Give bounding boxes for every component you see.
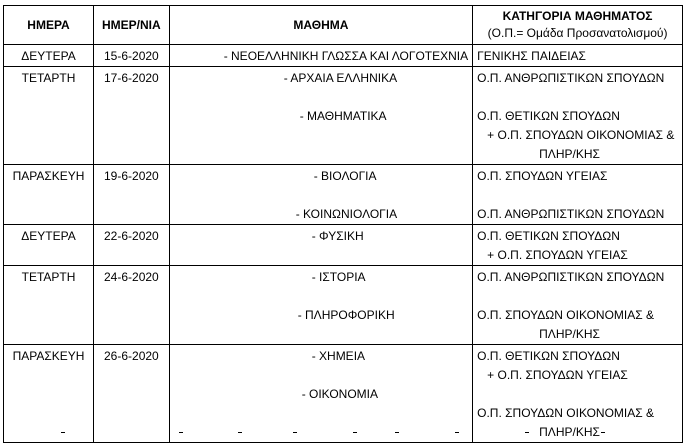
day-cell: ΠΑΡΑΣΚΕΥΗ — [4, 165, 94, 225]
date-cell: 19-6-2020 — [94, 165, 170, 225]
subject-name: - ΚΟΙΝΩΝΙΟΛΟΓΙΑ — [295, 207, 398, 221]
category-cell — [473, 225, 683, 266]
subject-name: - ΜΑΘΗΜΑΤΙΚΑ — [299, 109, 387, 123]
header-category-note: (Ο.Π.= Ομάδα Προσανατολισμού) — [487, 26, 668, 40]
category-line: ΠΛΗΡ/ΚΗΣ — [539, 327, 600, 341]
header-category-title: ΚΑΤΗΓΟΡΙΑ ΜΑΘΗΜΑΤΟΣ — [502, 9, 653, 23]
category-line: + Ο.Π. ΣΠΟΥΔΩΝ ΥΓΕΙΑΣ — [487, 248, 628, 262]
date-cell: 17-6-2020 — [94, 67, 170, 165]
category-line: + Ο.Π. ΣΠΟΥΔΩΝ ΥΓΕΙΑΣ — [487, 368, 628, 382]
category-line: Ο.Π. ΑΝΘΡΩΠΙΣΤΙΚΩΝ ΣΠΟΥΔΩΝ — [477, 207, 665, 221]
header-category — [473, 6, 683, 45]
category-line: ΠΛΗΡ/ΚΗΣ — [539, 147, 600, 161]
category-cell — [473, 266, 683, 345]
table-row — [4, 225, 683, 266]
table-row — [4, 67, 683, 165]
header-row — [4, 6, 683, 45]
category-line: Ο.Π. ΣΠΟΥΔΩΝ ΟΙΚΟΝΟΜΙΑΣ & — [477, 406, 654, 420]
subject-name: - ΙΣΤΟΡΙΑ — [311, 270, 366, 284]
header-subject: ΜΑΘΗΜΑ — [169, 6, 472, 45]
subject-cell — [169, 67, 472, 165]
category-line: Ο.Π. ΑΝΘΡΩΠΙΣΤΙΚΩΝ ΣΠΟΥΔΩΝ — [477, 71, 665, 85]
day-cell: ΔΕΥΤΕΡΑ — [4, 45, 94, 67]
category-line: Ο.Π. ΘΕΤΙΚΩΝ ΣΠΟΥΔΩΝ — [477, 349, 620, 363]
subject-cell — [169, 266, 472, 345]
category-line: ΠΛΗΡ/ΚΗΣ — [539, 425, 600, 439]
day-cell: ΔΕΥΤΕΡΑ — [4, 225, 94, 266]
category-line: Ο.Π. ΘΕΤΙΚΩΝ ΣΠΟΥΔΩΝ — [477, 109, 620, 123]
subject-cell — [169, 165, 472, 225]
subject-cell — [169, 45, 472, 67]
category-cell — [473, 345, 683, 443]
exam-schedule-table — [3, 5, 683, 443]
category-line: + Ο.Π. ΣΠΟΥΔΩΝ ΟΙΚΟΝΟΜΙΑΣ & — [487, 128, 675, 142]
category-line: Ο.Π. ΣΠΟΥΔΩΝ ΟΙΚΟΝΟΜΙΑΣ & — [477, 308, 654, 322]
day-cell: ΤΕΤΑΡΤΗ — [4, 67, 94, 165]
day-cell: ΠΑΡΑΣΚΕΥΗ — [4, 345, 94, 443]
date-cell: 26-6-2020 — [94, 345, 170, 443]
table-row — [4, 45, 683, 67]
subject-name: - ΝΕΟΕΛΛΗΝΙΚΗ ΓΛΩΣΣΑ ΚΑΙ ΛΟΓΟΤΕΧΝΙΑ — [223, 49, 469, 63]
category-line: ΓΕΝΙΚΗΣ ΠΑΙΔΕΙΑΣ — [477, 49, 586, 63]
category-cell — [473, 67, 683, 165]
category-line: Ο.Π. ΘΕΤΙΚΩΝ ΣΠΟΥΔΩΝ — [477, 229, 620, 243]
subject-name: - ΠΛΗΡΟΦΟΡΙΚΗ — [297, 308, 395, 322]
subject-name: - ΧΗΜΕΙΑ — [311, 349, 366, 363]
next-page-edge — [3, 430, 674, 437]
category-cell — [473, 45, 683, 67]
table-row — [4, 345, 683, 443]
header-day: ΗΜΕΡΑ — [4, 6, 94, 45]
date-cell: 22-6-2020 — [94, 225, 170, 266]
subject-cell — [169, 345, 472, 443]
subject-name: - ΑΡΧΑΙΑ ΕΛΛΗΝΙΚΑ — [283, 71, 398, 85]
header-date: ΗΜΕΡ/ΝΙΑ — [94, 6, 170, 45]
day-cell: ΤΕΤΑΡΤΗ — [4, 266, 94, 345]
table-row — [4, 266, 683, 345]
category-cell — [473, 165, 683, 225]
subject-name: - ΦΥΣΙΚΗ — [311, 229, 364, 243]
category-line: Ο.Π. ΑΝΘΡΩΠΙΣΤΙΚΩΝ ΣΠΟΥΔΩΝ — [477, 270, 665, 284]
category-line: Ο.Π. ΣΠΟΥΔΩΝ ΥΓΕΙΑΣ — [477, 169, 608, 183]
subject-name: - ΟΙΚΟΝΟΜΙΑ — [301, 387, 378, 401]
date-cell: 24-6-2020 — [94, 266, 170, 345]
date-cell: 15-6-2020 — [94, 45, 170, 67]
subject-name: - ΒΙΟΛΟΓΙΑ — [313, 169, 377, 183]
subject-cell — [169, 225, 472, 266]
table-row — [4, 165, 683, 225]
